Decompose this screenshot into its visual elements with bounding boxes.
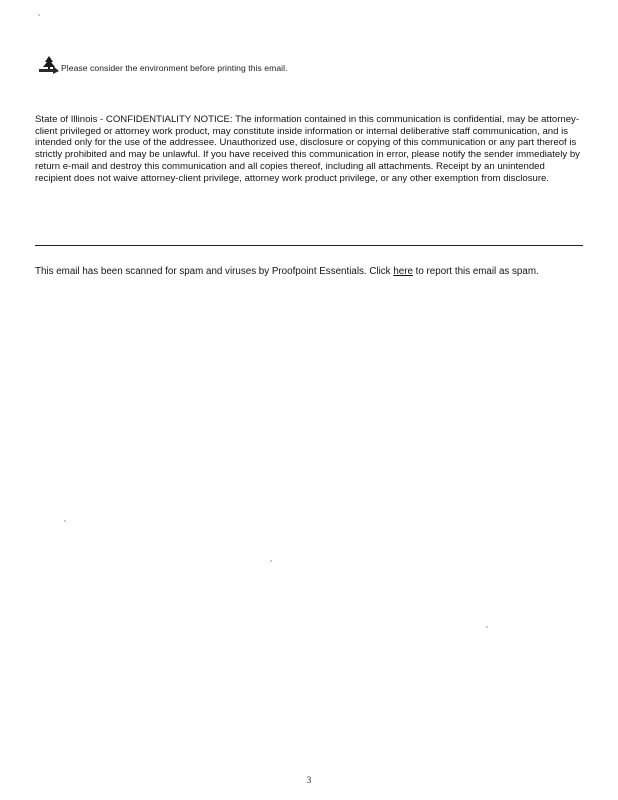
scan-speck [38, 14, 40, 16]
page-number: 3 [306, 775, 312, 785]
divider-line [35, 245, 583, 246]
environment-note [38, 56, 288, 74]
report-spam-link[interactable]: here [393, 266, 413, 277]
spam-scan-text-after: to report this email as spam. [412, 266, 539, 277]
scan-speck [270, 560, 272, 562]
environment-note-text: Please consider the environment before printing this email. [61, 63, 288, 73]
tree-arrow-icon [38, 56, 60, 74]
confidentiality-notice [35, 114, 583, 184]
scan-speck [486, 626, 488, 628]
scan-speck [64, 520, 66, 522]
spam-scan-text-before: This email has been scanned for spam and viruses by Proofpoint Essentials. Click [35, 266, 394, 277]
spam-scan-notice [35, 266, 595, 278]
confidentiality-notice-text: State of Illinois - CONFIDENTIALITY NOTICE: The information contained in this communication is confidential, may be attorney-client privileged or attorney work product, may constitute inside information or internal deliberative staff communication, and is intended only for the use of the addressee. Unauthorized use, disclosure or copying of this communication or any part thereof is strictly prohibited and may be unlawful. If you have received this communication in error, please notify the sender immediately by return e-mail and destroy this communication and all copies thereof, including all attachments. Receipt by an unintended recipient does not waive attorney-client privilege, attorney work product privilege, or any other exemption from disclosure. [35, 114, 580, 184]
